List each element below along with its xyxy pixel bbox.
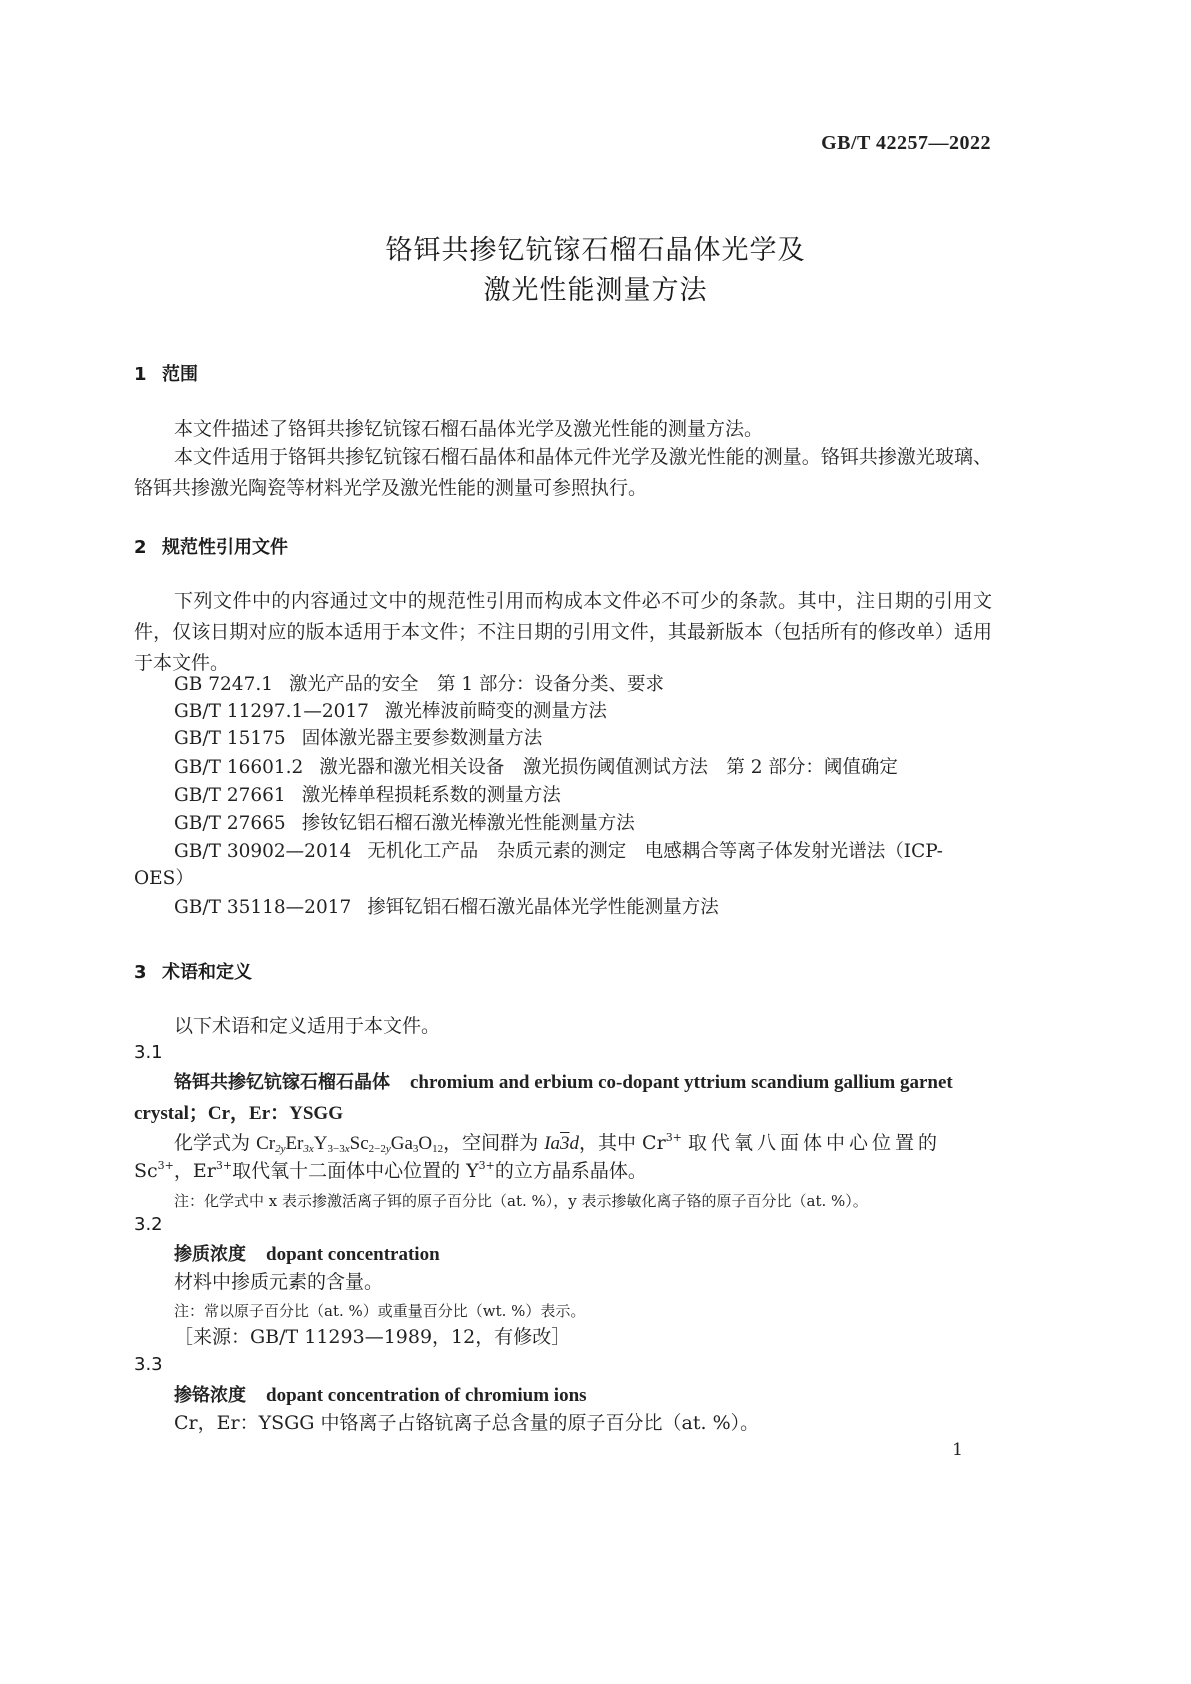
term-number: 3.1 — [134, 1042, 163, 1063]
def-er: ，Er — [173, 1160, 216, 1182]
standard-code: GB/T 42257—2022 — [821, 132, 991, 154]
reference-code: GB/T 27661 — [174, 785, 286, 806]
reference-title: 激光器和激光相关设备 激光损伤阈值测试方法 第 2 部分：阈值确定 — [319, 757, 898, 778]
reference-title: 掺铒钇铝石榴石激光晶体光学性能测量方法 — [367, 897, 719, 918]
term-entry — [174, 1240, 440, 1269]
def-space-group-label: ，空间群为 — [443, 1132, 539, 1154]
reference-code: GB/T 27665 — [174, 813, 286, 834]
section-number: 1 — [134, 364, 147, 385]
section-3-intro: 以下术语和定义适用于本文件。 — [174, 1015, 441, 1037]
reference-item — [174, 754, 898, 782]
term-number: 3.2 — [134, 1214, 163, 1235]
reference-code: GB 7247.1 — [174, 674, 273, 695]
reference-code: GB/T 35118—2017 — [174, 897, 352, 918]
section-2-intro: 下列文件中的内容通过文中的规范性引用而构成本文件必不可少的条款。其中，注日期的引用文件，仅该日期对应的版本适用于本文件；不注日期的引用文件，其最新版本（包括所有的修改单）适用于本文件。 — [134, 590, 992, 674]
reference-code: GB/T 15175 — [174, 728, 286, 749]
reference-item — [174, 782, 561, 810]
section-title: 术语和定义 — [162, 962, 252, 983]
def-mid2: 取代氧八面体中心位置的 — [687, 1132, 941, 1154]
term-definition: 材料中掺质元素的含量。 — [174, 1271, 384, 1293]
section-3-heading — [134, 958, 252, 984]
def-mid: ，其中 Cr — [579, 1132, 666, 1154]
reference-item — [174, 838, 943, 866]
ion-charge: 3+ — [157, 1159, 174, 1172]
section-1-paragraph-1: 本文件描述了铬铒共掺钇钪镓石榴石晶体光学及激光性能的测量方法。 — [174, 418, 764, 440]
reference-title: 激光产品的安全 第 1 部分：设备分类、要求 — [289, 674, 665, 695]
reference-code: GB/T 30902—2014 — [174, 841, 352, 862]
term-note: 注：化学式中 x 表示掺激活离子铒的原子百分比（at. %），y 表示掺敏化离子铬的原子百分比（at. %）。 — [174, 1192, 868, 1210]
section-1-heading — [134, 360, 198, 386]
section-title: 规范性引用文件 — [162, 537, 288, 558]
section-number: 2 — [134, 537, 147, 558]
term-en: dopant concentration of chromium ions — [266, 1385, 587, 1406]
page-number: 1 — [952, 1440, 963, 1460]
ion-charge: 3+ — [215, 1159, 233, 1172]
chemical-formula: $Cr_{2y}Er_{3x}Y_{3-3x}Sc_{2-2y}Ga_3O_{12}$ — [256, 1133, 444, 1155]
document-title-line-2: 激光性能测量方法 — [483, 275, 708, 306]
document-title-line-1: 铬铒共掺钇钪镓石榴石晶体光学及 — [385, 235, 806, 266]
reference-continuation: OES） — [134, 868, 194, 889]
reference-title: 固体激光器主要参数测量方法 — [301, 728, 543, 749]
term-source: ［来源：GB/T 11293—1989，12，有修改］ — [174, 1326, 571, 1348]
term-note: 注：常以原子百分比（at. %）或重量百分比（wt. %）表示。 — [174, 1302, 586, 1320]
term-entry — [174, 1068, 953, 1097]
term-zh: 铬铒共掺钇钪镓石榴石晶体 — [174, 1072, 390, 1093]
ion-charge: 3+ — [478, 1159, 495, 1172]
section-number: 3 — [134, 962, 147, 983]
section-1-paragraph-2: 本文件适用于铬铒共掺钇钪镓石榴石晶体和晶体元件光学及激光性能的测量。铬铒共掺激光玻璃、铬铒共掺激光陶瓷等材料光学及激光性能的测量可参照执行。 — [134, 446, 992, 499]
def-sc: Sc — [134, 1160, 158, 1182]
reference-item — [174, 698, 607, 726]
reference-item — [174, 725, 542, 753]
term-en: dopant concentration — [266, 1244, 440, 1265]
section-title: 范围 — [162, 364, 198, 385]
reference-title: 掺钕钇铝石榴石激光棒激光性能测量方法 — [301, 813, 635, 834]
reference-title: 无机化工产品 杂质元素的测定 电感耦合等离子体发射光谱法（ICP- — [367, 841, 943, 862]
def-suffix: 的立方晶系晶体。 — [494, 1160, 647, 1182]
reference-title: 激光棒波前畸变的测量方法 — [384, 701, 607, 722]
ion-charge: 3+ — [665, 1131, 682, 1144]
reference-item — [174, 671, 664, 699]
reference-item — [174, 810, 635, 838]
space-group: Ia3d — [544, 1133, 580, 1154]
term-en-continuation: crystal；Cr，Er：YSGG — [134, 1103, 343, 1124]
term-definition-line-1 — [174, 1129, 941, 1158]
section-2-heading — [134, 533, 288, 559]
term-entry — [174, 1381, 587, 1410]
reference-code: GB/T 16601.2 — [174, 757, 304, 778]
def-mid3: 取代氧十二面体中心位置的 Y — [232, 1160, 479, 1182]
reference-title: 激光棒单程损耗系数的测量方法 — [301, 785, 561, 806]
term-number: 3.3 — [134, 1354, 163, 1375]
term-definition-line-2 — [134, 1157, 647, 1185]
reference-code: GB/T 11297.1—2017 — [174, 701, 369, 722]
def-prefix: 化学式为 — [174, 1132, 251, 1154]
term-zh: 掺质浓度 — [174, 1244, 246, 1265]
term-en: chromium and erbium co-dopant yttrium scandium gallium garnet — [410, 1072, 953, 1093]
reference-item — [174, 894, 719, 922]
term-definition: Cr，Er：YSGG 中铬离子占铬钪离子总含量的原子百分比（at. %）。 — [174, 1412, 760, 1434]
term-zh: 掺铬浓度 — [174, 1385, 246, 1406]
